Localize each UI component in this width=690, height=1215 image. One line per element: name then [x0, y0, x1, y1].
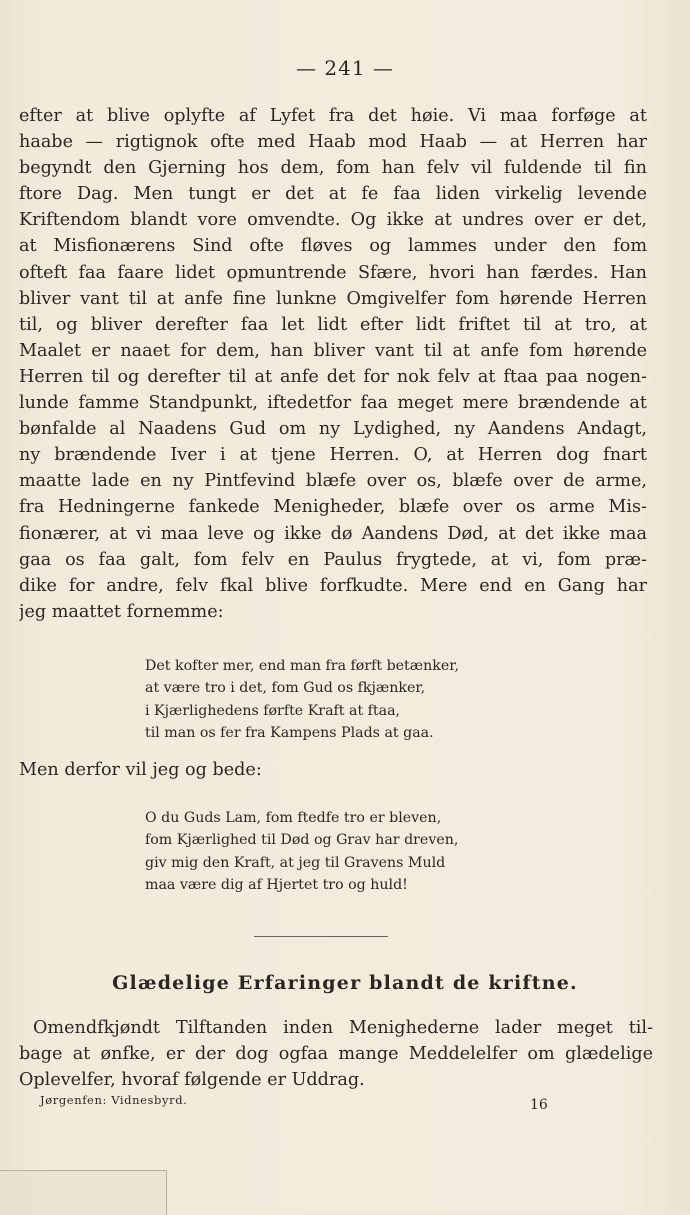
text-line: begyndt den Gjerning hos dem, fom han felv vil fuldende til fin: [19, 158, 647, 179]
section-divider: [254, 936, 388, 937]
verse-block: [145, 655, 505, 745]
text-line: ftore Dag. Men tungt er det at fe faa liden virkelig levende: [19, 184, 647, 205]
text-line: fionærer, at vi maa leve og ikke dø Aandens Død, at det ikke maa: [19, 523, 647, 544]
transition-line: Men derfor vil jeg og bede:: [19, 760, 262, 780]
text-line: bønfalde al Naadens Gud om ny Lydighed, ny Aandens Andagt,: [19, 419, 647, 440]
section-heading: Glædelige Erfaringer blandt de kriftne.: [112, 972, 578, 994]
text-line: fra Hedningerne fankede Menigheder, blæfe over os arme Mis-: [19, 497, 647, 518]
text-line: at Misfionærens Sind ofte fløves og lammes under den fom: [19, 236, 647, 257]
text-line: bage at ønfke, er der dog ogfaa mange Meddelelfer om glædelige: [19, 1044, 653, 1065]
verse-line: at være tro i det, fom Gud os fkjænker,: [145, 680, 426, 697]
text-line: til, og bliver derefter faa let lidt efter lidt friftet til at tro, at: [19, 314, 647, 335]
text-line: Oplevelfer, hvoraf følgende er Uddrag.: [19, 1070, 365, 1091]
verse-line: giv mig den Kraft, at jeg til Gravens Muld: [145, 854, 446, 871]
verse-line: i Kjærlighedens førfte Kraft at ftaa,: [145, 702, 401, 719]
sheet-number: 16: [530, 1097, 548, 1113]
paragraph-body: [19, 103, 647, 625]
text-line: ofteft faa faare lidet opmuntrende Sfære, hvori han færdes. Han: [19, 262, 647, 283]
text-line: lunde famme Standpunkt, iftedetfor faa meget mere brændende at: [19, 393, 647, 414]
verse-line: O du Guds Lam, fom ftedfe tro er bleven,: [145, 810, 442, 826]
verse-line: fom Kjærlighed til Død og Grav har dreven,: [145, 832, 459, 849]
page-number: — 241 —: [296, 56, 394, 80]
page-edge-shadow: [0, 1170, 167, 1215]
text-line: ny brændende Iver i at tjene Herren. O, at Herren dog fnart: [19, 445, 647, 466]
verse-line: Det kofter mer, end man fra førft betænker,: [145, 658, 459, 674]
text-line: haabe — rigtignok ofte med Haab mod Haab — at Herren har: [19, 132, 647, 153]
text-line: dike for andre, felv fkal blive forfkudte. Mere end en Gang har: [19, 575, 647, 596]
text-line: jeg maattet fornemme:: [19, 601, 224, 622]
text-line: Maalet er naaet for dem, han bliver vant til at anfe fom hørende: [19, 340, 647, 361]
verse-block: [145, 807, 505, 897]
text-line: Kriftendom blandt vore omvendte. Og ikke at undres over er det,: [19, 210, 647, 231]
text-line: Herren til og derefter til at anfe det for nok felv at ftaa paa nogen-: [19, 366, 647, 387]
printer-signature: Jørgenfen: Vidnesbyrd.: [40, 1093, 188, 1107]
text-line: Omendfkjøndt Tilftanden inden Menighederne lader meget til-: [33, 1018, 653, 1038]
text-line: efter at blive oplyfte af Lyfet fra det høie. Vi maa forføge at: [19, 106, 647, 126]
text-line: bliver vant til at anfe fine lunkne Omgivelfer fom hørende Herren: [19, 288, 647, 309]
text-line: maatte lade en ny Pintfevind blæfe over os, blæfe over de arme,: [19, 471, 647, 492]
verse-line: maa være dig af Hjertet tro og huld!: [145, 877, 408, 894]
verse-line: til man os fer fra Kampens Plads at gaa.: [145, 725, 434, 742]
paragraph-body-2: [19, 1015, 653, 1093]
text-line: gaa os faa galt, fom felv en Paulus frygtede, at vi, fom præ-: [19, 549, 647, 570]
